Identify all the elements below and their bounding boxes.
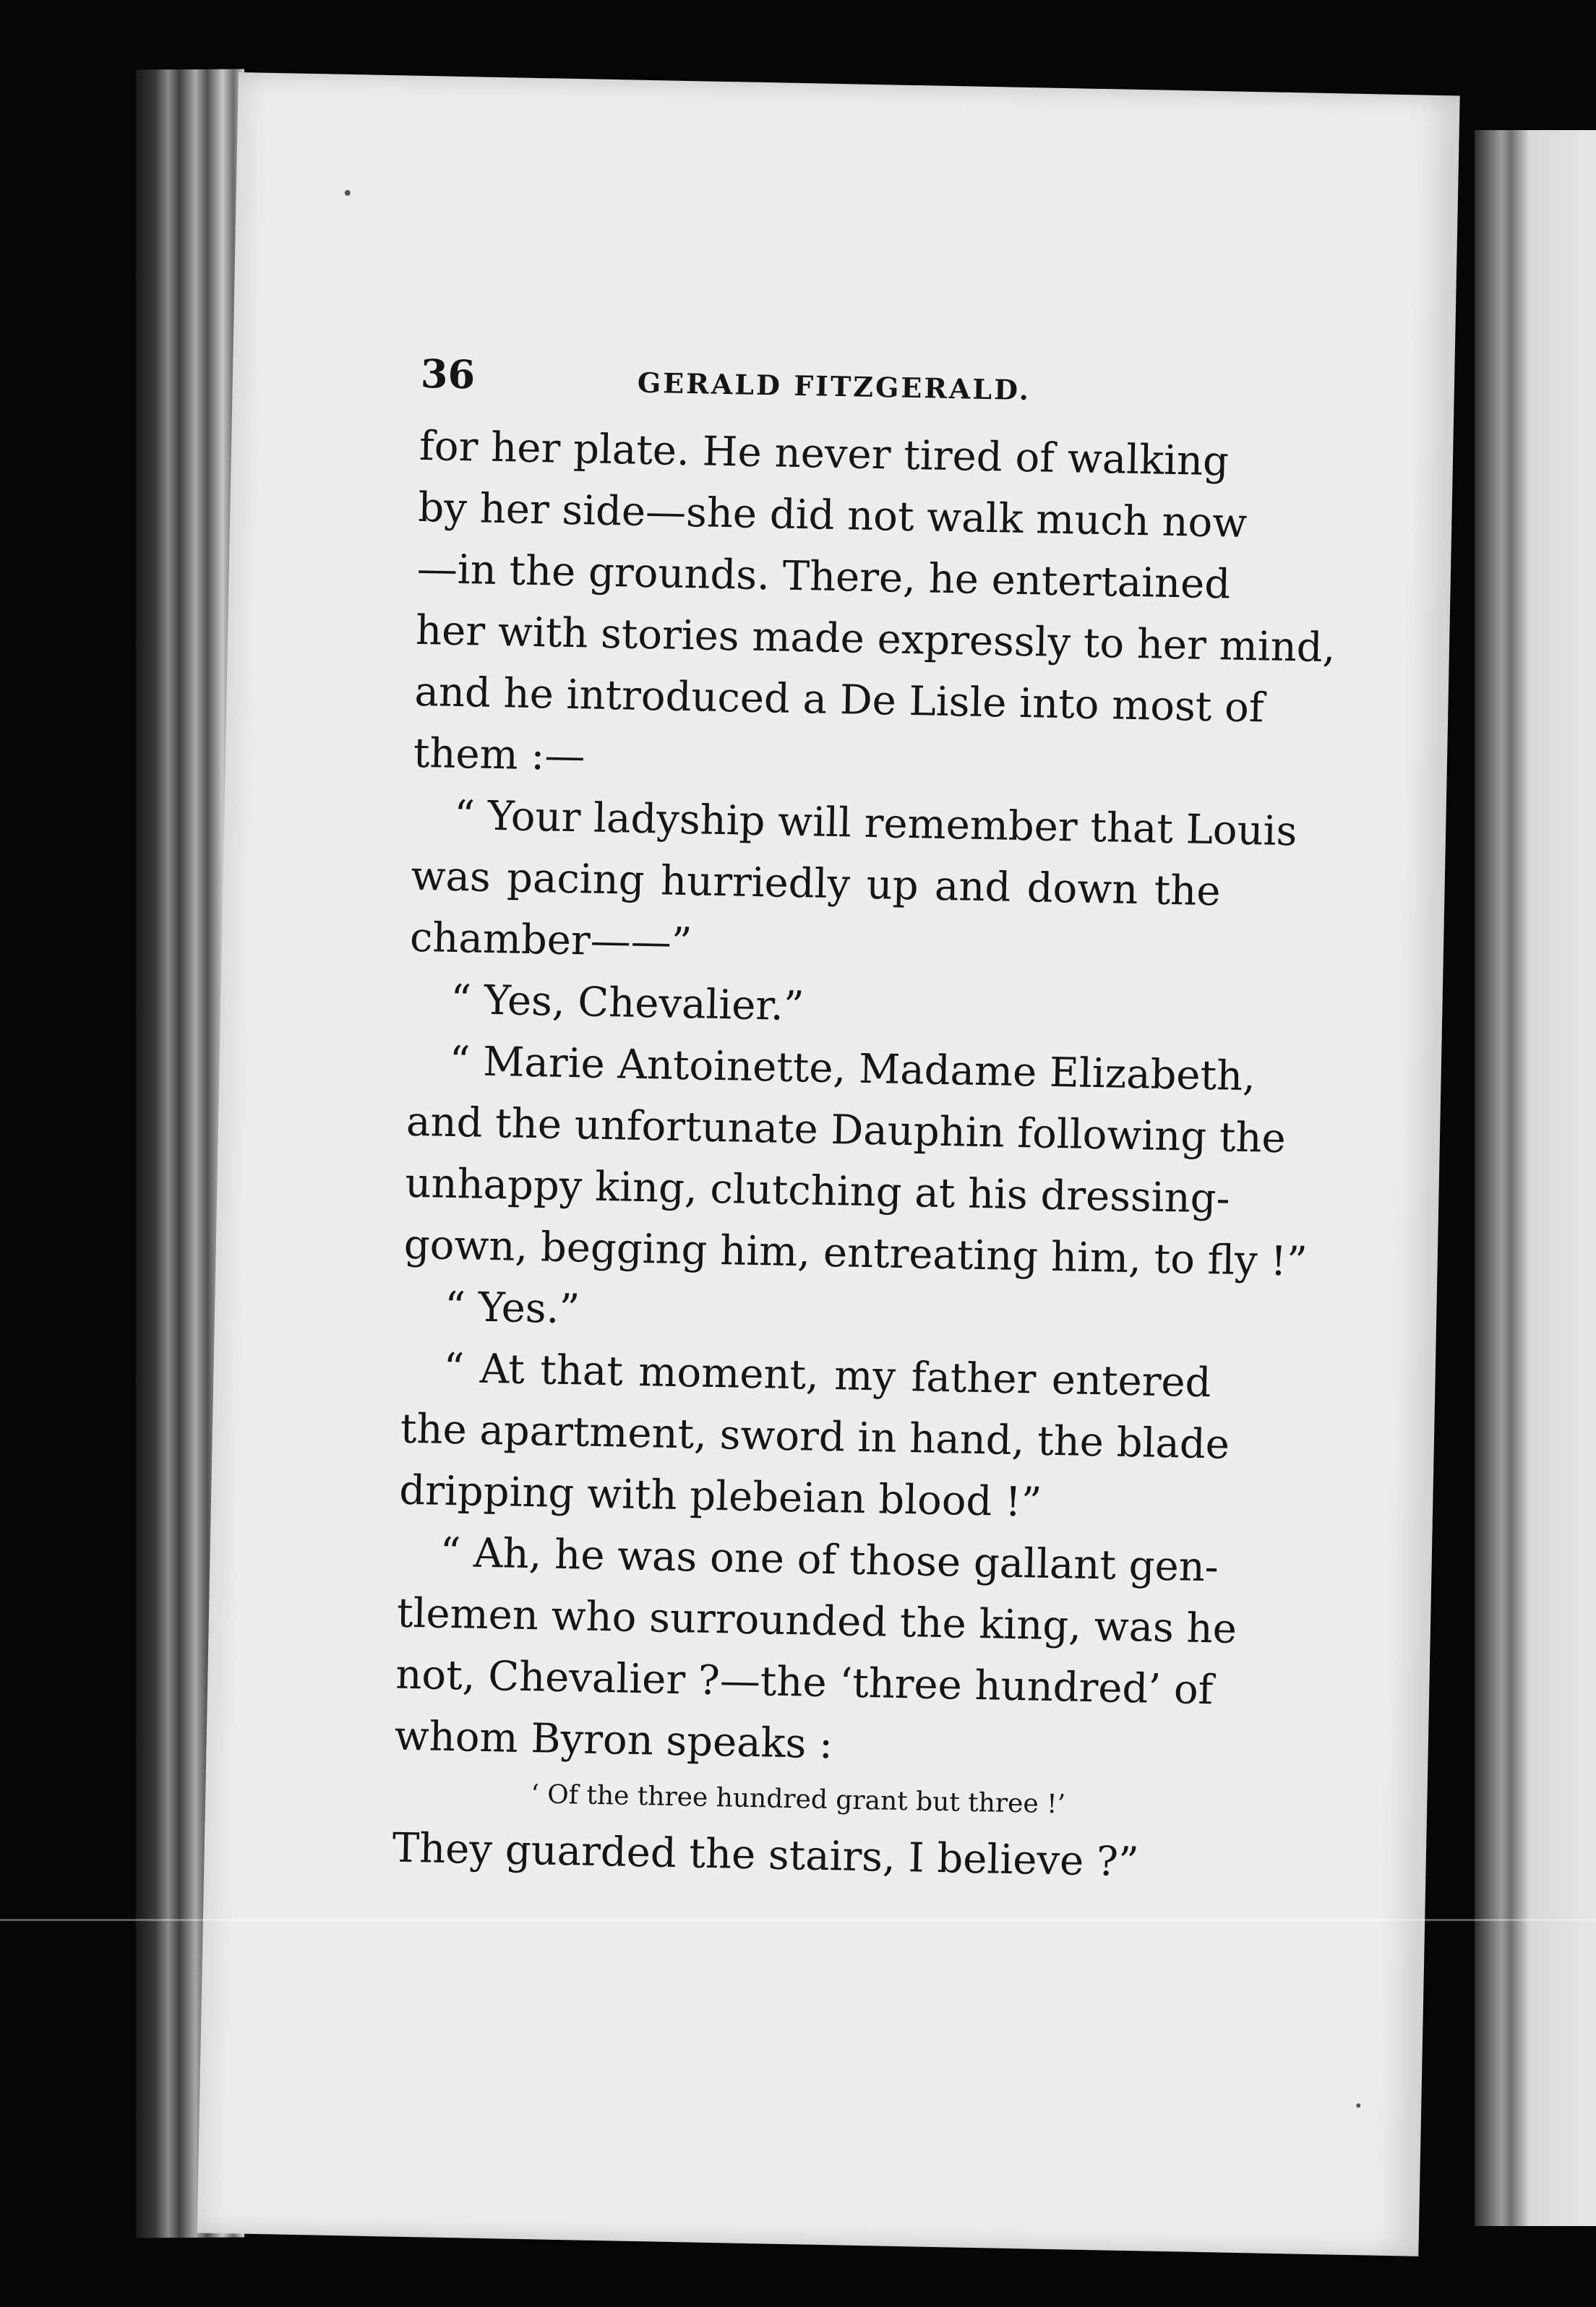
text-line: dripping with plebeian blood !” <box>398 1466 1042 1526</box>
text-line: by her side—she did not walk much now <box>417 484 1248 547</box>
text-line: and he introduced a De Lisle into most of <box>413 668 1265 732</box>
text-line: chamber——” <box>409 914 692 967</box>
dust-speck <box>345 190 351 196</box>
text-line: —in the grounds. There, he entertained <box>416 545 1231 609</box>
text-line: “ Your ladyship will remember that Louis <box>453 791 1297 856</box>
text-line: “ Ah, he was one of those gallant gen- <box>439 1529 1219 1591</box>
text-line: They guarded the stairs, I believe ?” <box>392 1824 1140 1886</box>
page-number: 36 <box>420 350 476 398</box>
text-line: “ Yes.” <box>444 1283 580 1333</box>
text-line: and the unfortunate Dauphin following the <box>406 1098 1287 1163</box>
dust-speck <box>1356 2103 1360 2108</box>
body-text <box>392 416 1337 1894</box>
text-line: whom Byron speaks : <box>394 1712 833 1769</box>
text-line: tlemen who surrounded the king, was he <box>396 1589 1237 1653</box>
facing-page-edge <box>1475 130 1596 2226</box>
text-line: her with stories made expressly to her mind, <box>415 606 1337 672</box>
text-line: “ Yes, Chevalier.” <box>450 976 805 1031</box>
page-content <box>392 350 1337 1894</box>
book-page <box>197 72 1460 2256</box>
text-line: the apartment, sword in hand, the blade <box>400 1405 1230 1469</box>
text-line: unhappy king, clutching at his dressing- <box>404 1159 1231 1223</box>
text-line: for her plate. He never tired of walking <box>419 422 1230 486</box>
text-line: not, Chevalier ?—the ‘three hundred’ of <box>395 1651 1214 1714</box>
text-line: gown, begging him, entreating him, to fly !” <box>403 1221 1308 1286</box>
text-line: was pacing hurriedly up and down the <box>411 852 1222 916</box>
verse-quotation: ‘ Of the three hundred grant but three !’ <box>530 1779 1066 1820</box>
text-line: “ At that moment, my father entered <box>443 1344 1212 1407</box>
scan-artifact-line <box>0 1919 1596 1921</box>
text-line: “ Marie Antoinette, Madame Elizabeth, <box>449 1037 1256 1101</box>
text-line: them :— <box>413 729 586 781</box>
running-title: GERALD FITZGERALD. <box>637 366 1031 407</box>
